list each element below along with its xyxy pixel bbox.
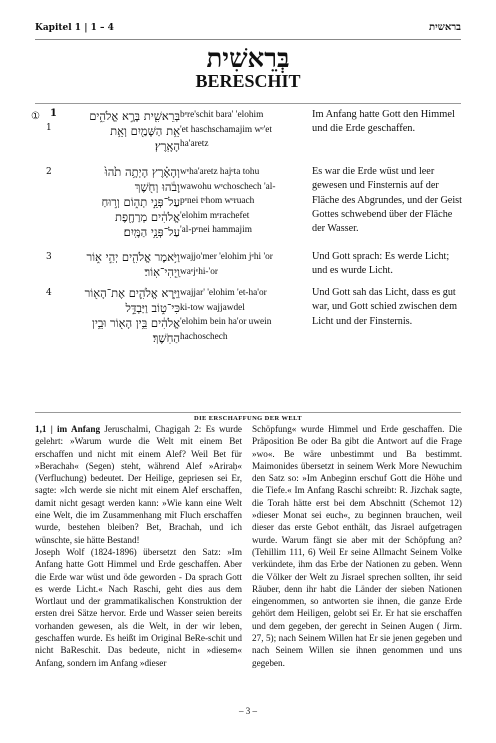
verse-number: 3 <box>46 252 52 262</box>
hebrew-line: אֱלֹהִ֔ים בֵּ֥ין הָא֖וֹר וּבֵ֥ין <box>91 316 180 330</box>
verse-transliteration <box>180 286 300 344</box>
commentary-text: Joseph Wolf (1824-1896) übersetzt den Satz: »Im Anfang hatte Gott Himmel und Erde geschaffen. Aber die Erde war wüst und öde geworden - Da sprach Gott es werde Licht.« Nach Raschi, geht dies aus dem Wortlaut und der grammatikalischen Konstruktion der ersten drei Sätze hervor. Erde und Wasser seien bereits vorhanden gewesen, als die Welt, in der wir leben, geschaffen wurde. Es heißt im Original BeRe-schit und nicht BaReschit. Das bedeute, nicht in »diesem« Anfang, sondern im Anfang »dieser <box>35 546 242 668</box>
hebrew-line: הָאָֽרֶץ׃ <box>154 139 180 153</box>
chapter-number: 1 <box>50 108 57 119</box>
translit-line: 'elohim bein ha'or uwein <box>180 317 272 327</box>
verse-number: 2 <box>46 167 52 177</box>
translit-line: waᵉjᵉhi-'or <box>180 266 218 277</box>
commentary-text: Jeruschalmi, Chagigah 2: Es wurde gelehrt: »Warum wurde die Welt mit einem Bet erschaffen und nicht mit einem Alef? Weil Bet für »Berachah« (Segen) steht, während Alef »Ariraḥ« (Verfluchung) bedeutet. Der Heilige, gepriesen sei Er, sagte: »Ich werde sie nicht mit einem Alef erschaffen, damit nicht gesagt werden kann: »Wie kann eine Welt eine Welt, die im Zusammenhang mit Fluch erschaffen wurde, bestehen bleiben? Bet, Brachah, und ich wünschte, sie hätte Bestand! <box>35 424 242 545</box>
book-title-latin: BERESCHIT <box>195 71 301 91</box>
hebrew-line: אֱלֹהִ֔ים מְרַחֶ֖פֶת <box>114 210 180 224</box>
translit-line: wajjar' 'elohim 'et-ha'or <box>180 288 267 298</box>
hebrew-line: וַיֹּ֥אמֶר אֱלֹהִ֖ים יְהִ֣י א֑וֹר <box>86 250 180 264</box>
hebrew-line: וַיַּ֧רְא אֱלֹהִ֛ים אֶת־הָא֖וֹר <box>84 286 180 300</box>
commentary-paragraph <box>35 546 242 669</box>
commentary-paragraph <box>35 423 242 546</box>
hebrew-line: הַחֹֽשֶׁךְ׃ <box>152 331 180 345</box>
verse-transliteration <box>180 108 300 152</box>
translit-line: bᵉre'schit bara' 'elohim <box>180 110 264 120</box>
verse-german: Im Anfang hatte Gott den Himmel und die Erde geschaffen. <box>312 109 455 135</box>
commentary-lead: 1,1 | im Anfang <box>35 424 101 434</box>
page-number: – 3 – <box>239 706 257 716</box>
translit-line: wᵉha'aretz hajᵉta tohu <box>180 167 260 177</box>
verse-hebrew <box>62 109 180 154</box>
page-number-value: 3 <box>245 706 251 716</box>
commentary-column-left <box>35 423 242 669</box>
verse-hebrew <box>62 250 180 280</box>
hebrew-line: וְהָאָ֗רֶץ הָיְתָ֥ה תֹ֙הוּ֙ <box>104 165 180 179</box>
verse-hebrew <box>62 165 180 240</box>
verse-transliteration <box>180 250 300 279</box>
translit-line: hachoschech <box>180 331 228 342</box>
hebrew-line: אֵ֥ת הַשָּׁמַ֖יִם וְאֵ֥ת <box>110 124 180 138</box>
commentary-text: Schöpfung« wurde Himmel und Erde geschaffen. Die Präposition Be oder Ba gibt die Antwort auf die Frage »wo«. Be wäre unbestimmt und Ba bestimmt. Maimonides übersetzt in seinem Werk More Newuchim den Satz so: »Im Anbeginn erschuf Gott die Höhe und die Tiefe.« Im Anfang Raschi schreibt: R. Jizchak sagte, die Torah hätte erst bei dem Abschnitt (Schemot 12) »dieser Monat sei euch«, zu beginnen brauchen, weil dieser das erste Gebot enthält, das Jisrael aufgetragen wurde. Warum fängt sie aber mit der Schöpfung an? (Tehillim 111, 6) Weil Er seine Allmacht Seinem Volke verkündete, ihm das Erbe der Nationen zu geben. Wenn die Völker der Welt zu Jisrael sprechen sollten, ihr seid Räuber, denn ihr habt die Länder der sieben Nationen eingenommen, so antworten sie ihnen, die ganze Erde gehört dem Heiligen, gelobt sei Er. Er hat sie erschaffen und dem gegeben, der gerecht in Seinen Augen ( Jirm. 27, 5); nach Seinem Willen hat Er sie jenen gegeben und nach Seinem Willen sie ihnen genommen und uns gegeben. <box>252 424 462 668</box>
verse-german: Und Gott sah das Licht, dass es gut war, und Gott schied zwischen dem Licht und der Finsternis. <box>312 287 458 327</box>
verse-hebrew <box>62 286 180 346</box>
translit-line: ki-tow wajjawdel <box>180 302 245 313</box>
hebrew-line: כִּי־ט֑וֹב וַיַּבְדֵּ֣ל <box>125 301 180 315</box>
verse-german: Es war die Erde wüst und leer gewesen und Finsternis auf der Fläche des Abgrundes, und der Geist Gottes schwebend über der Fläche der Wasser. <box>312 166 462 235</box>
verse-transliteration <box>180 165 300 238</box>
translit-line: 'elohim mᵉrachefet <box>180 210 250 221</box>
translit-line: 'et haschschamajim wᵉ'et <box>180 124 272 135</box>
verse-number: 1 <box>46 123 52 133</box>
commentary-column-right <box>252 423 462 669</box>
running-header-chapter: Kapitel 1 | 1 – 4 <box>35 23 114 33</box>
translit-line: pᵉnei tᵉhom wᵉruach <box>180 196 255 206</box>
chapter-marker-icon: ① <box>31 111 40 122</box>
verse-german: Und Gott sprach: Es werde Licht; und es wurde Licht. <box>312 251 450 277</box>
commentary-paragraph <box>252 423 462 669</box>
hebrew-line: עַל־פְּנֵ֣י תְה֑וֹם וְר֣וּחַ <box>101 195 180 209</box>
hebrew-line: בְּרֵאשִׁ֖ית בָּרָ֣א אֱלֹהִ֑ים <box>89 109 180 123</box>
translit-line: 'al-pᵉnei hammajim <box>180 225 252 235</box>
translit-line: ha'aretz <box>180 139 209 149</box>
translit-line: wajjo'mer 'elohim jᵉhi 'or <box>180 252 273 262</box>
header-rule <box>35 39 461 40</box>
hebrew-line: וַֽיְהִי־אֽוֹר׃ <box>144 265 180 279</box>
commentary-rule <box>35 412 461 413</box>
commentary-title: DIE ERSCHAFFUNG DER WELT <box>193 415 303 422</box>
verse-number: 4 <box>46 288 52 298</box>
book-title-hebrew: בְּרֵאשִׁית <box>206 44 290 74</box>
title-rule <box>35 103 461 104</box>
hebrew-line: עַל־פְּנֵ֥י הַמָּֽיִם׃ <box>123 225 180 239</box>
translit-line: wawohu wᵉchoschech 'al- <box>180 181 276 192</box>
running-header-book: בראשית <box>429 22 461 33</box>
hebrew-line: וָבֹ֔הוּ וְחֹ֖שֶׁךְ <box>134 180 180 194</box>
